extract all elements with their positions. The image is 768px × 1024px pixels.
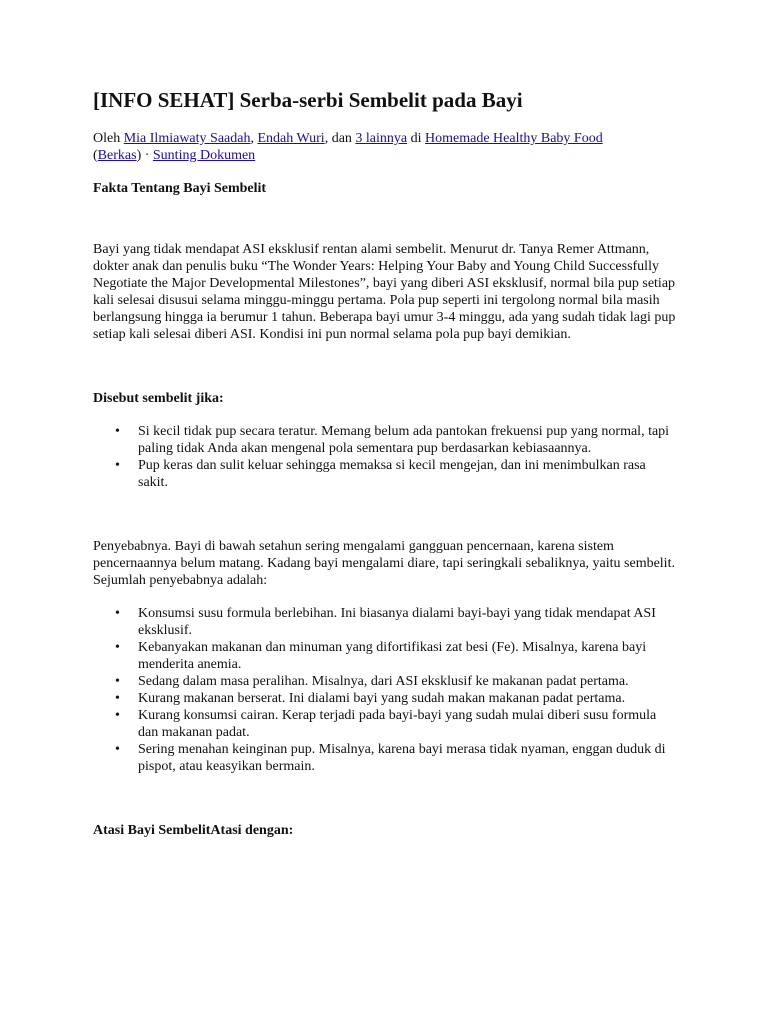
others-link[interactable]: 3 lainnya	[355, 131, 408, 146]
list-item: • Pup keras dan sulit keluar sehingga memaksa si kecil mengejan, dan ini menimbulkan rasa sakit.	[138, 457, 678, 491]
list-item: • Kurang konsumsi cairan. Kerap terjadi pada bayi-bayi yang sudah mulai diberi susu formula dan makanan padat.	[138, 707, 678, 741]
list-item: • Kebanyakan makanan dan minuman yang difortifikasi zat besi (Fe). Misalnya, karena bayi menderita anemia.	[138, 639, 678, 673]
byline: Oleh Mia Ilmiawaty Saadah, Endah Wuri, dan 3 lainnya di Homemade Healthy Baby Food (Berkas) · Sunting Dokumen	[93, 131, 603, 163]
paragraph-fakta: Bayi yang tidak mendapat ASI eksklusif rentan alami sembelit. Menurut dr. Tanya Remer Attmann, dokter anak dan penulis buku “The Wonder Years: Helping Your Baby and Young Child Successfully Negotiate the Major Developmental Milestones”, bayi yang diberi ASI eksklusif, normal bila pup setiap kali selesai disusui selama minggu-minggu pertama. Pola pup seperti ini tergolong normal bila masih berlangsung hingga ia berumur 1 tahun. Beberapa bayi umur 3-4 minggu, ada yang sudah tidak lagi pup setiap kali selesai diberi ASI. Kondisi ini pun normal selama pola pup bayi demikian.	[93, 242, 676, 342]
heading-fakta: Fakta Tentang Bayi Sembelit	[93, 181, 267, 196]
list-item: • Si kecil tidak pup secara teratur. Memang belum ada pantokan frekuensi pup yang normal, tapi paling tidak Anda akan mengenal pola sementara pup berdasarkan kebiasaannya.	[138, 423, 678, 457]
list-item: • Kurang makanan berserat. Ini dialami bayi yang sudah makan makanan padat pertama.	[138, 690, 678, 707]
list-item: • Konsumsi susu formula berlebihan. Ini biasanya dialami bayi-bayi yang tidak mendapat ASI eksklusif.	[138, 605, 678, 639]
berkas-link[interactable]: Berkas	[97, 148, 137, 163]
document-title: [INFO SEHAT] Serba-serbi Sembelit pada Bayi	[93, 88, 523, 112]
cause-list	[93, 605, 683, 775]
edit-document-link[interactable]: Sunting Dokumen	[152, 148, 256, 163]
list-item: • Sedang dalam masa peralihan. Misalnya, dari ASI eksklusif ke makanan padat pertama.	[138, 673, 678, 690]
byline-prefix: Oleh	[93, 131, 121, 146]
list-item: • Sering menahan keinginan pup. Misalnya, karena bayi merasa tidak nyaman, enggan duduk di pispot, atau keasyikan bermain.	[138, 741, 678, 775]
author-link-2[interactable]: Endah Wuri	[257, 131, 325, 146]
paragraph-penyebab: Penyebabnya. Bayi di bawah setahun sering mengalami gangguan pencernaan, karena sistem pencernaannya belum matang. Kadang bayi mengalami diare, tapi seringkali sebaliknya, yaitu sembelit. Sejumlah penyebabnya adalah:	[93, 539, 675, 588]
symptom-list	[93, 423, 683, 491]
group-link[interactable]: Homemade Healthy Baby Food	[425, 131, 603, 146]
heading-atasi: Atasi Bayi SembelitAtasi dengan:	[93, 823, 294, 838]
author-link-1[interactable]: Mia Ilmiawaty Saadah	[123, 131, 251, 146]
document-page	[93, 86, 683, 839]
heading-disebut-sembelit: Disebut sembelit jika:	[93, 391, 224, 406]
